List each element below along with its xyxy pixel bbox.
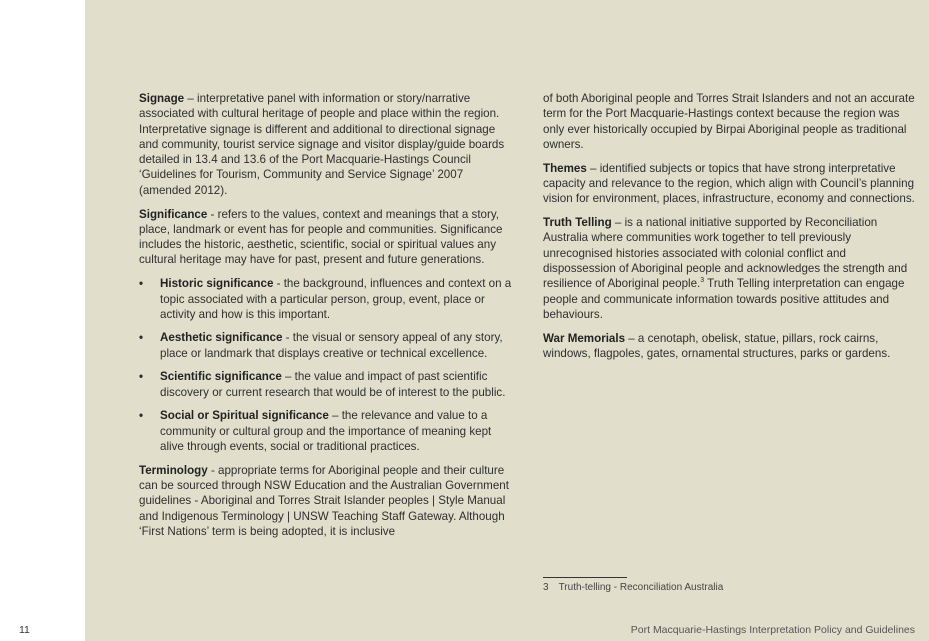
significance-list (139, 276, 513, 454)
truth-telling-text-continued: Truth Telling interpretation can engage people and communicate information towards positive attitudes and behaviours. (543, 277, 905, 321)
terminology-continuation: of both Aboriginal people and Torres Strait Islanders and not an accurate term for the Port Macquarie-Hastings context because the region was only ever historically occupied by Birpai Aboriginal people as traditional owners. (543, 92, 915, 151)
historic-text: - the background, influences and context on a topic associated with a particular person, group, event, place or activity and how is this important. (160, 277, 512, 321)
aesthetic-text: - the visual or sensory appeal of any story, place or landmark that displays creative or technical excellence. (160, 331, 503, 360)
truth-telling-definition (543, 215, 915, 322)
footnote-divider (543, 577, 627, 578)
historic-term: Historic significance (160, 277, 274, 291)
right-column (543, 91, 915, 370)
terminology-definition (139, 463, 513, 539)
significance-text: - refers to the values, context and meanings that a story, place, landmark or event has for people and communities. Significance includes the historic, aesthetic, scientific, social or spiritual values any cultural heritage may have for past, present and future generations. (139, 207, 503, 267)
list-item-scientific (139, 369, 513, 400)
bullet-icon: • (139, 277, 144, 291)
themes-text: – identified subjects or topics that have strong interpretative capacity and relevance to the region, which align with Council’s planning vision for environment, places, infrastructure, economy and connections. (543, 161, 915, 206)
social-spiritual-text: – the relevance and value to a community or cultural group and the importance of meaning kept alive through events, social or traditional practices. (160, 409, 492, 453)
war-memorials-text: – a cenotaph, obelisk, statue, pillars, rock cairns, windows, flagpoles, gates, ornamental structures, parks or gardens. (543, 331, 891, 360)
war-memorials-term: War Memorials (543, 331, 626, 345)
scientific-term: Scientific significance (160, 370, 282, 384)
terminology-text: - appropriate terms for Aboriginal people and their culture can be sourced through NSW Education and the Australian Government guidelines - Aboriginal and Torres Strait Islander peoples | Style Manual and Indigenous Terminology | UNSW Teaching Staff Gateway. Although ‘First Nations’ term is being adopted, it is inclusive (139, 463, 509, 538)
footer-title: Port Macquarie-Hastings Interpretation Policy and Guidelines (630, 624, 915, 636)
page-margin (0, 0, 85, 641)
themes-definition (543, 161, 915, 207)
list-item-historic (139, 276, 513, 322)
list-item-aesthetic (139, 330, 513, 361)
significance-term: Significance (139, 207, 208, 221)
footnote-reference[interactable]: 3 (700, 277, 705, 285)
significance-definition (139, 207, 513, 268)
aesthetic-term: Aesthetic significance (160, 331, 283, 345)
signage-term: Signage (139, 92, 185, 105)
scientific-text: – the value and impact of past scientific discovery or current research that would be of interest to the public. (160, 370, 506, 399)
terminology-term: Terminology (139, 463, 208, 477)
truth-telling-text: – is a national initiative supported by Reconciliation Australia where communities work together to tell previously unrecognised histories associated with colonial conflict and dispossession of Aboriginal people and acknowledges the strength and resilience of Aboriginal people. (543, 216, 908, 291)
left-column (139, 91, 513, 548)
themes-term: Themes (543, 161, 587, 175)
signage-definition (139, 91, 513, 198)
bullet-icon: • (139, 370, 144, 384)
footnote-number: 3 (543, 582, 549, 593)
footnote (543, 582, 723, 593)
social-spiritual-term: Social or Spiritual significance (160, 409, 329, 423)
bullet-icon: • (139, 331, 144, 345)
bullet-icon: • (139, 409, 144, 423)
page-number: 11 (19, 624, 30, 636)
signage-text: – interpretative panel with information or story/narrative associated with cultural heritage of people and place within the region. Interpretative signage is different and additional to directional signage and community, tourist service signage and visitor display/guide boards detailed in 13.4 and 13.6 of the Port Macquarie-Hastings Council ‘Guidelines for Tourism, Community and Service Signage’ 2007 (amended 2012). (139, 92, 505, 197)
list-item-social-spiritual (139, 408, 513, 454)
war-memorials-definition (543, 331, 915, 362)
truth-telling-term: Truth Telling (543, 216, 612, 230)
footnote-text: Truth-telling - Reconciliation Australia (558, 582, 724, 593)
